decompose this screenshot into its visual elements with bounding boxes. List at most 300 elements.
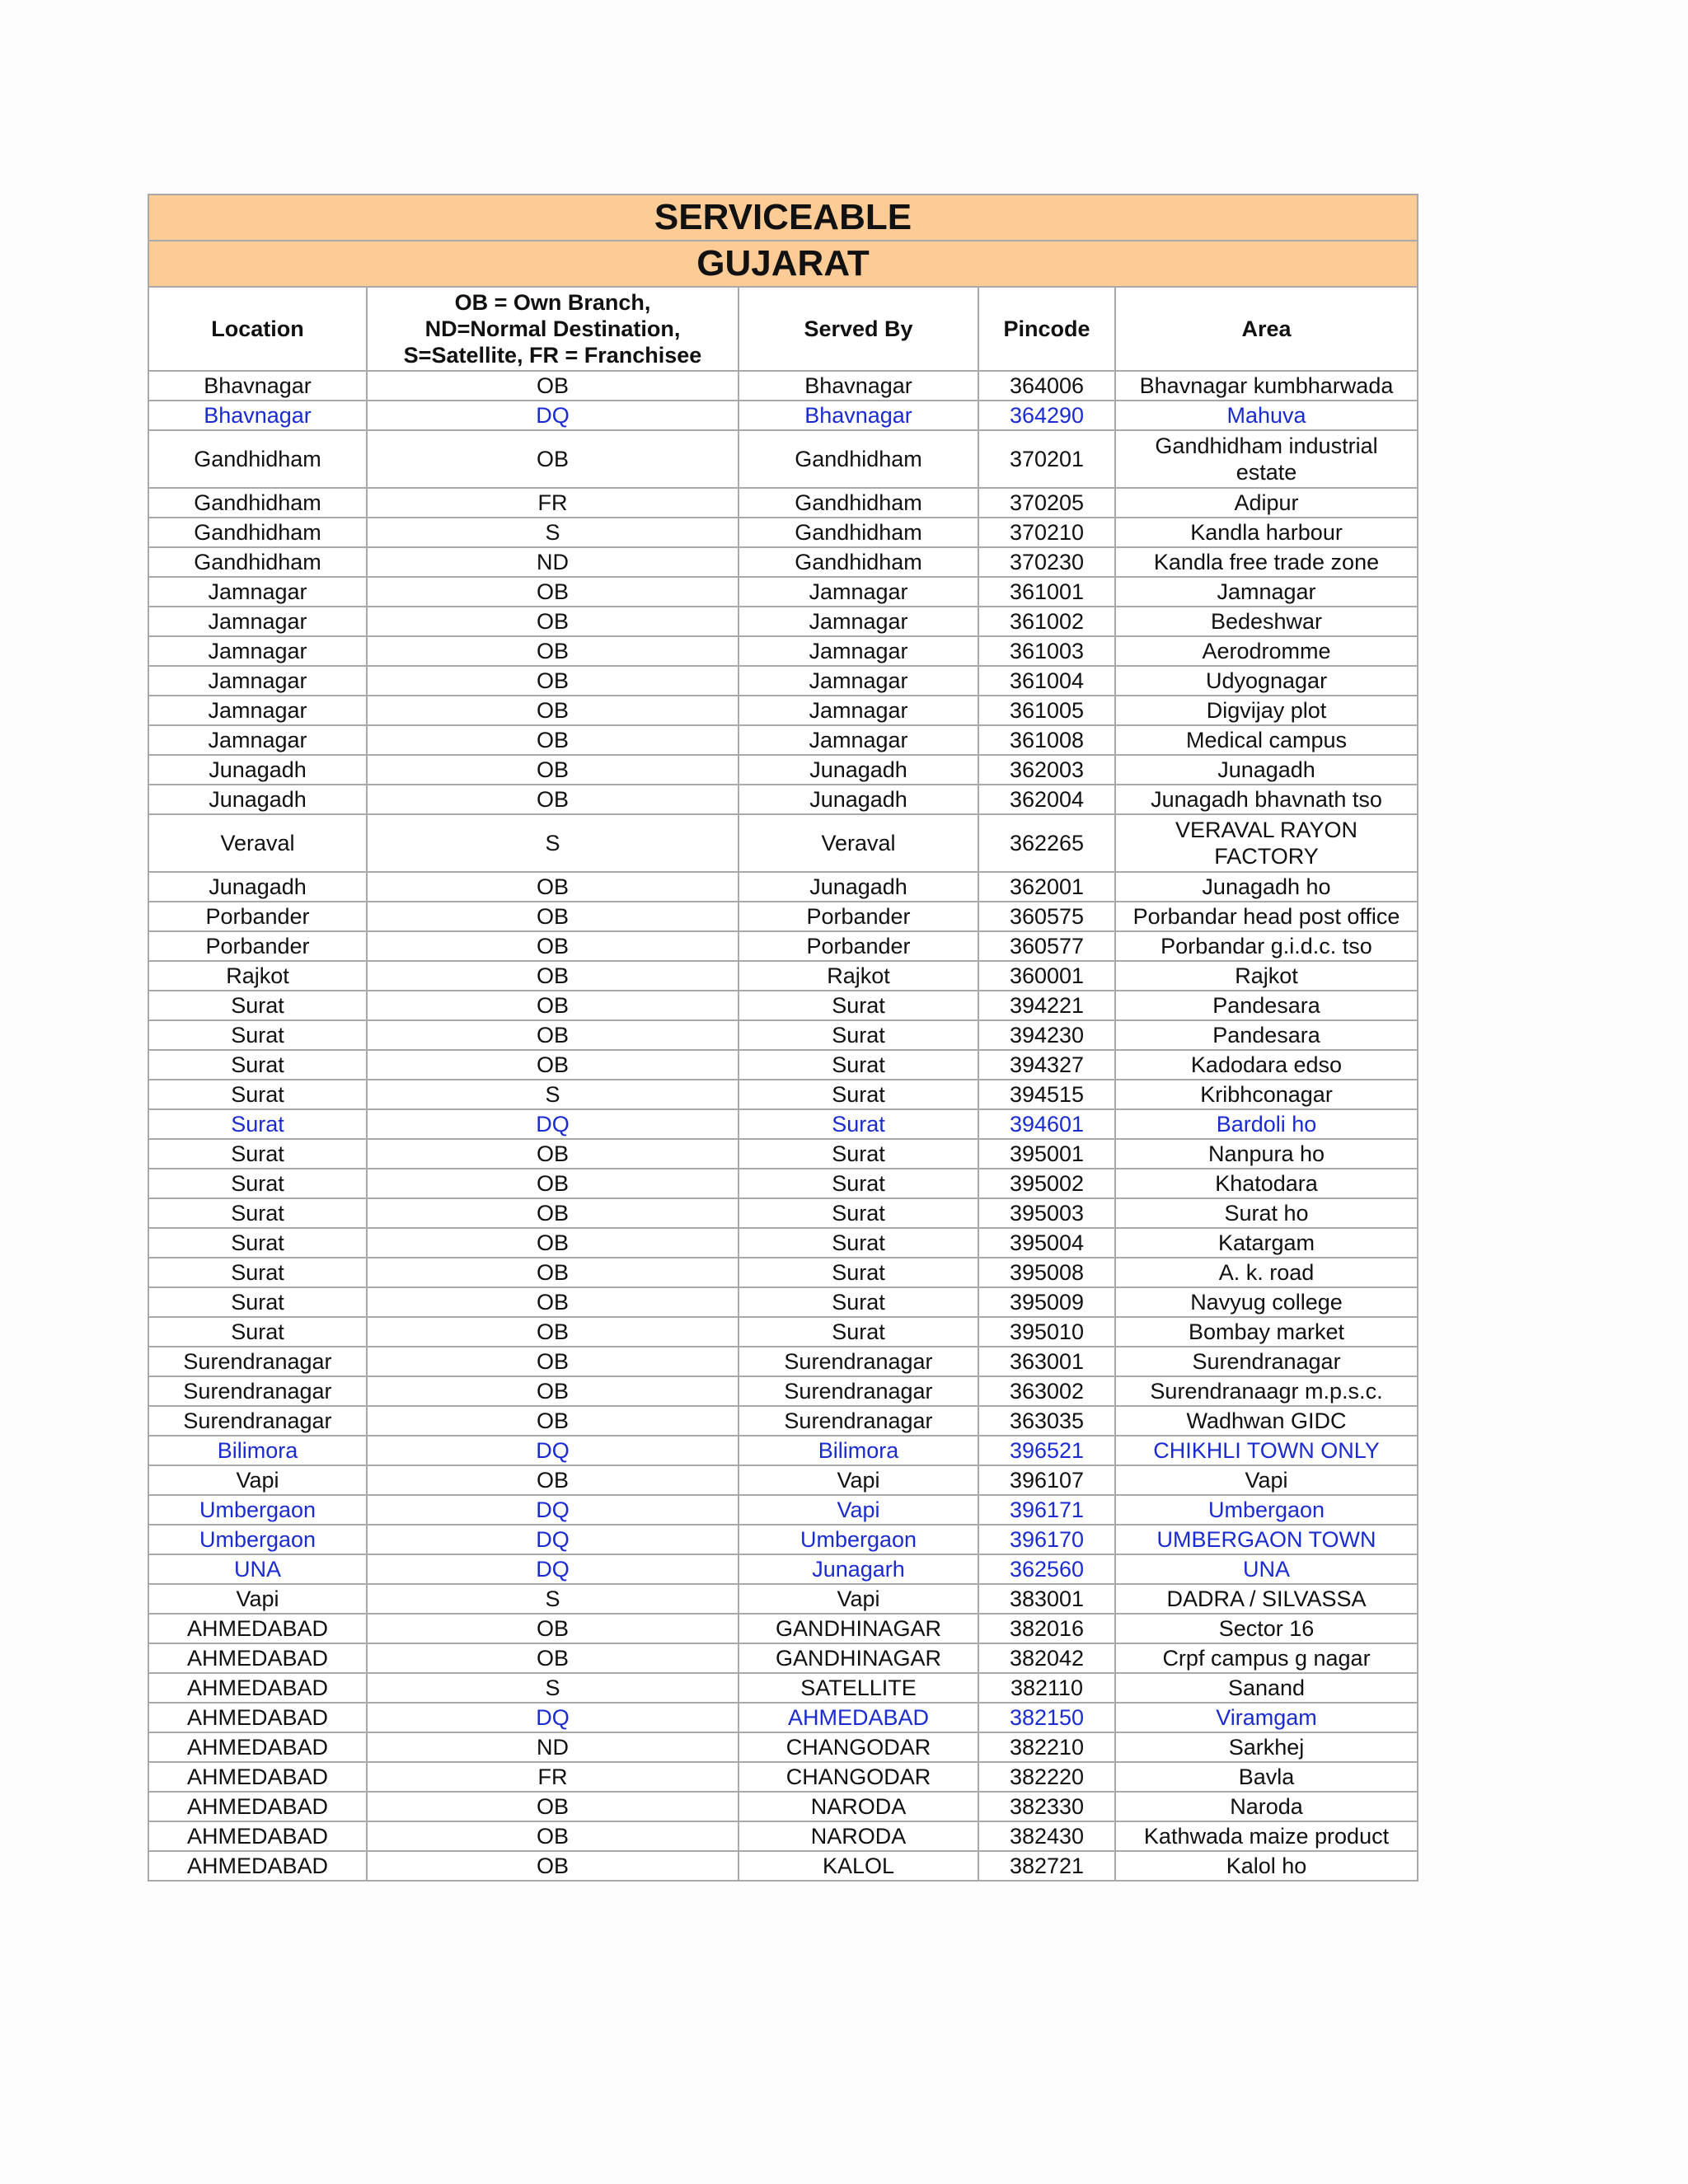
location-cell: AHMEDABAD [148,1762,367,1792]
location-cell: Surat [148,1109,367,1139]
pincode-cell: 396171 [978,1495,1115,1525]
location-cell: Jamnagar [148,607,367,636]
table-row [148,1495,1418,1525]
location-cell: AHMEDABAD [148,1703,367,1732]
area-cell: Pandesara [1115,1020,1418,1050]
table-row [148,1703,1418,1732]
table-row [148,725,1418,755]
type-cell: OB [367,371,738,401]
type-cell: OB [367,1792,738,1821]
type-cell: OB [367,696,738,725]
pincode-cell: 394601 [978,1109,1115,1139]
location-cell: Junagadh [148,785,367,814]
location-cell: AHMEDABAD [148,1792,367,1821]
location-cell: Surat [148,1050,367,1080]
table-row [148,488,1418,518]
area-cell: Surat ho [1115,1198,1418,1228]
table-row [148,785,1418,814]
area-cell: Kadodara edso [1115,1050,1418,1080]
location-cell: Umbergaon [148,1495,367,1525]
served-by-cell: GANDHINAGAR [738,1643,978,1673]
pincode-cell: 361004 [978,666,1115,696]
pincode-cell: 360577 [978,931,1115,961]
pincode-cell: 363001 [978,1347,1115,1376]
pincode-cell: 362003 [978,755,1115,785]
type-cell: S [367,814,738,872]
table-row [148,1020,1418,1050]
column-header-location: Location [148,287,367,371]
table-row [148,931,1418,961]
location-cell: Junagadh [148,755,367,785]
pincode-cell: 361003 [978,636,1115,666]
pincode-cell: 382210 [978,1732,1115,1762]
pincode-cell: 395001 [978,1139,1115,1169]
served-by-cell: Surat [738,1317,978,1347]
location-cell: Veraval [148,814,367,872]
table-row [148,1525,1418,1554]
pincode-cell: 361001 [978,577,1115,607]
area-cell: Vapi [1115,1465,1418,1495]
area-cell: Bombay market [1115,1317,1418,1347]
type-cell: OB [367,1050,738,1080]
served-by-cell: Surat [738,1228,978,1258]
location-cell: Gandhidham [148,547,367,577]
served-by-cell: AHMEDABAD [738,1703,978,1732]
table-body [148,371,1418,1881]
area-cell: Junagadh [1115,755,1418,785]
type-cell: OB [367,1821,738,1851]
pincode-cell: 395008 [978,1258,1115,1287]
pincode-cell: 382330 [978,1792,1115,1821]
type-cell: S [367,1584,738,1614]
pincode-cell: 383001 [978,1584,1115,1614]
area-cell: Umbergaon [1115,1495,1418,1525]
pincode-cell: 370205 [978,488,1115,518]
table-row [148,991,1418,1020]
column-header-pincode: Pincode [978,287,1115,371]
location-cell: Rajkot [148,961,367,991]
location-cell: Surat [148,1228,367,1258]
location-cell: Surat [148,1198,367,1228]
pincode-cell: 362004 [978,785,1115,814]
location-cell: Gandhidham [148,518,367,547]
area-cell: Pandesara [1115,991,1418,1020]
type-cell: DQ [367,1495,738,1525]
table-row [148,1732,1418,1762]
table-row [148,401,1418,430]
type-cell: OB [367,991,738,1020]
served-by-cell: Surat [738,1258,978,1287]
location-cell: Surat [148,1080,367,1109]
state-title: GUJARAT [148,241,1418,287]
location-cell: Surat [148,1169,367,1198]
area-cell: Kathwada maize product [1115,1821,1418,1851]
pincode-cell: 395003 [978,1198,1115,1228]
table-row [148,1406,1418,1436]
type-cell: FR [367,1762,738,1792]
pincode-cell: 382042 [978,1643,1115,1673]
area-cell: Naroda [1115,1792,1418,1821]
served-by-cell: Bhavnagar [738,371,978,401]
type-cell: OB [367,1614,738,1643]
location-cell: Bhavnagar [148,371,367,401]
area-cell: Gandhidham industrial estate [1115,430,1418,488]
type-cell: OB [367,1198,738,1228]
served-by-cell: Junagadh [738,785,978,814]
location-cell: AHMEDABAD [148,1614,367,1643]
served-by-cell: Surat [738,1080,978,1109]
location-cell: Umbergaon [148,1525,367,1554]
served-by-cell: NARODA [738,1792,978,1821]
pincode-cell: 395009 [978,1287,1115,1317]
served-by-cell: GANDHINAGAR [738,1614,978,1643]
type-cell: OB [367,1317,738,1347]
location-cell: Gandhidham [148,488,367,518]
location-cell: Bilimora [148,1436,367,1465]
pincode-cell: 362265 [978,814,1115,872]
type-cell: OB [367,1139,738,1169]
served-by-cell: CHANGODAR [738,1762,978,1792]
table-row [148,430,1418,488]
area-cell: Rajkot [1115,961,1418,991]
served-by-cell: Surendranagar [738,1406,978,1436]
type-cell: OB [367,577,738,607]
area-cell: Sanand [1115,1673,1418,1703]
subtitle-row [148,241,1418,287]
table-row [148,1821,1418,1851]
location-cell: Bhavnagar [148,401,367,430]
table-row [148,1228,1418,1258]
type-cell: DQ [367,1703,738,1732]
type-cell: OB [367,902,738,931]
area-cell: Porbandar g.i.d.c. tso [1115,931,1418,961]
type-cell: DQ [367,1525,738,1554]
type-cell: OB [367,1851,738,1881]
served-by-cell: Surendranagar [738,1376,978,1406]
pincode-cell: 395010 [978,1317,1115,1347]
location-cell: Vapi [148,1465,367,1495]
pincode-cell: 396170 [978,1525,1115,1554]
table-row [148,1080,1418,1109]
pincode-cell: 382016 [978,1614,1115,1643]
location-cell: Surat [148,1317,367,1347]
column-header-served-by: Served By [738,287,978,371]
table-row [148,1258,1418,1287]
area-cell: Junagadh bhavnath tso [1115,785,1418,814]
table-row [148,1287,1418,1317]
table-row [148,1792,1418,1821]
served-by-cell: CHANGODAR [738,1732,978,1762]
type-cell: ND [367,1732,738,1762]
served-by-cell: Vapi [738,1495,978,1525]
location-cell: AHMEDABAD [148,1673,367,1703]
served-by-cell: Umbergaon [738,1525,978,1554]
location-cell: Porbander [148,902,367,931]
served-by-cell: Veraval [738,814,978,872]
type-cell: OB [367,1406,738,1436]
location-cell: Junagadh [148,872,367,902]
area-cell: Digvijay plot [1115,696,1418,725]
area-cell: Katargam [1115,1228,1418,1258]
table-row [148,1673,1418,1703]
area-cell: Kandla harbour [1115,518,1418,547]
served-by-cell: Surendranagar [738,1347,978,1376]
type-legend-line-3: S=Satellite, FR = Franchisee [403,343,702,368]
pincode-cell: 395004 [978,1228,1115,1258]
table-row [148,1317,1418,1347]
table-row [148,547,1418,577]
served-by-cell: SATELLITE [738,1673,978,1703]
served-by-cell: Rajkot [738,961,978,991]
pincode-cell: 382721 [978,1851,1115,1881]
table-row [148,1584,1418,1614]
type-cell: OB [367,931,738,961]
served-by-cell: Bilimora [738,1436,978,1465]
pincode-cell: 364290 [978,401,1115,430]
title-row [148,194,1418,241]
table-row [148,1198,1418,1228]
served-by-cell: Jamnagar [738,636,978,666]
location-cell: Surat [148,991,367,1020]
pincode-cell: 370230 [978,547,1115,577]
served-by-cell: Porbander [738,902,978,931]
area-cell: Viramgam [1115,1703,1418,1732]
area-cell: Medical campus [1115,725,1418,755]
location-cell: AHMEDABAD [148,1851,367,1881]
type-cell: OB [367,872,738,902]
pincode-cell: 382430 [978,1821,1115,1851]
pincode-cell: 394221 [978,991,1115,1020]
area-cell: Kalol ho [1115,1851,1418,1881]
type-cell: OB [367,961,738,991]
type-cell: DQ [367,1109,738,1139]
table-row [148,1614,1418,1643]
location-cell: Surendranagar [148,1376,367,1406]
type-cell: OB [367,666,738,696]
area-cell: Jamnagar [1115,577,1418,607]
served-by-cell: Surat [738,1169,978,1198]
served-by-cell: Gandhidham [738,547,978,577]
area-cell: CHIKHLI TOWN ONLY [1115,1436,1418,1465]
table-row [148,1762,1418,1792]
column-header-type [367,287,738,371]
table-row [148,577,1418,607]
served-by-cell: Vapi [738,1465,978,1495]
pincode-cell: 363035 [978,1406,1115,1436]
pincode-cell: 395002 [978,1169,1115,1198]
area-cell: Wadhwan GIDC [1115,1406,1418,1436]
served-by-cell: Jamnagar [738,607,978,636]
pincode-cell: 363002 [978,1376,1115,1406]
area-cell: Surendranaagr m.p.s.c. [1115,1376,1418,1406]
type-cell: OB [367,755,738,785]
area-cell: VERAVAL RAYON FACTORY [1115,814,1418,872]
served-by-cell: Surat [738,1109,978,1139]
area-cell: Bardoli ho [1115,1109,1418,1139]
type-cell: OB [367,1258,738,1287]
location-cell: UNA [148,1554,367,1584]
pincode-cell: 370210 [978,518,1115,547]
area-cell: Bhavnagar kumbharwada [1115,371,1418,401]
serviceable-locations-table [148,194,1418,1882]
table-row [148,1643,1418,1673]
table-row [148,636,1418,666]
table-row [148,607,1418,636]
pincode-cell: 394230 [978,1020,1115,1050]
area-cell: Sector 16 [1115,1614,1418,1643]
area-cell: DADRA / SILVASSA [1115,1584,1418,1614]
pincode-cell: 361005 [978,696,1115,725]
type-legend-line-2: ND=Normal Destination, [424,316,681,341]
type-cell: FR [367,488,738,518]
area-cell: Nanpura ho [1115,1139,1418,1169]
area-cell: UMBERGAON TOWN [1115,1525,1418,1554]
type-legend-line-1: OB = Own Branch, [454,290,651,315]
table-row [148,371,1418,401]
column-header-area: Area [1115,287,1418,371]
area-cell: Bavla [1115,1762,1418,1792]
type-cell: OB [367,1643,738,1673]
table-row [148,1139,1418,1169]
type-cell: S [367,1673,738,1703]
served-by-cell: Surat [738,1020,978,1050]
location-cell: Surendranagar [148,1406,367,1436]
area-cell: Navyug college [1115,1287,1418,1317]
table-row [148,696,1418,725]
served-by-cell: Surat [738,1050,978,1080]
type-cell: S [367,518,738,547]
table-row [148,961,1418,991]
table-row [148,755,1418,785]
pincode-cell: 361002 [978,607,1115,636]
served-by-cell: Bhavnagar [738,401,978,430]
pincode-cell: 396107 [978,1465,1115,1495]
type-cell: OB [367,1228,738,1258]
table-row [148,902,1418,931]
pincode-cell: 364006 [978,371,1115,401]
served-by-cell: KALOL [738,1851,978,1881]
area-cell: Kandla free trade zone [1115,547,1418,577]
table-row [148,1851,1418,1881]
area-cell: Crpf campus g nagar [1115,1643,1418,1673]
location-cell: Gandhidham [148,430,367,488]
location-cell: Jamnagar [148,725,367,755]
location-cell: Jamnagar [148,696,367,725]
served-by-cell: Vapi [738,1584,978,1614]
area-cell: Udyognagar [1115,666,1418,696]
served-by-cell: Gandhidham [738,518,978,547]
table-row [148,1465,1418,1495]
served-by-cell: Porbander [738,931,978,961]
pincode-cell: 394327 [978,1050,1115,1080]
area-cell: Porbandar head post office [1115,902,1418,931]
location-cell: Porbander [148,931,367,961]
location-cell: Jamnagar [148,636,367,666]
type-cell: OB [367,636,738,666]
pincode-cell: 370201 [978,430,1115,488]
location-cell: Surat [148,1287,367,1317]
pincode-cell: 362001 [978,872,1115,902]
served-by-cell: Jamnagar [738,696,978,725]
pincode-cell: 362560 [978,1554,1115,1584]
area-cell: Bedeshwar [1115,607,1418,636]
location-cell: AHMEDABAD [148,1643,367,1673]
served-by-cell: Junagadh [738,872,978,902]
pincode-cell: 396521 [978,1436,1115,1465]
type-cell: OB [367,785,738,814]
location-cell: Surendranagar [148,1347,367,1376]
served-by-cell: NARODA [738,1821,978,1851]
type-cell: DQ [367,1554,738,1584]
served-by-cell: Surat [738,1198,978,1228]
served-by-cell: Jamnagar [738,577,978,607]
area-cell: Surendranagar [1115,1347,1418,1376]
type-cell: OB [367,1020,738,1050]
pincode-cell: 360001 [978,961,1115,991]
area-cell: Sarkhej [1115,1732,1418,1762]
table-row [148,1050,1418,1080]
location-cell: Surat [148,1258,367,1287]
pincode-cell: 360575 [978,902,1115,931]
served-by-cell: Gandhidham [738,430,978,488]
area-cell: A. k. road [1115,1258,1418,1287]
area-cell: Adipur [1115,488,1418,518]
area-cell: Aerodromme [1115,636,1418,666]
area-cell: Khatodara [1115,1169,1418,1198]
location-cell: Surat [148,1020,367,1050]
type-cell: OB [367,1347,738,1376]
area-cell: Junagadh ho [1115,872,1418,902]
pincode-cell: 394515 [978,1080,1115,1109]
column-header-row [148,287,1418,371]
location-cell: Jamnagar [148,666,367,696]
type-cell: ND [367,547,738,577]
type-cell: OB [367,430,738,488]
table-row [148,1169,1418,1198]
type-cell: OB [367,1376,738,1406]
table-row [148,1347,1418,1376]
type-cell: DQ [367,1436,738,1465]
type-cell: OB [367,607,738,636]
table-row [148,1376,1418,1406]
type-cell: OB [367,1169,738,1198]
served-by-cell: Gandhidham [738,488,978,518]
type-cell: DQ [367,401,738,430]
pincode-cell: 382150 [978,1703,1115,1732]
location-cell: AHMEDABAD [148,1821,367,1851]
served-by-cell: Jamnagar [738,666,978,696]
served-by-cell: Surat [738,1287,978,1317]
location-cell: Surat [148,1139,367,1169]
location-cell: AHMEDABAD [148,1732,367,1762]
type-cell: OB [367,1287,738,1317]
type-cell: OB [367,725,738,755]
table-row [148,1109,1418,1139]
pincode-cell: 361008 [978,725,1115,755]
table-row [148,872,1418,902]
served-by-cell: Junagadh [738,755,978,785]
area-cell: Mahuva [1115,401,1418,430]
type-cell: OB [367,1465,738,1495]
table-row [148,518,1418,547]
sheet-title: SERVICEABLE [148,194,1418,241]
table-row [148,1436,1418,1465]
served-by-cell: Jamnagar [738,725,978,755]
table-row [148,666,1418,696]
served-by-cell: Surat [738,991,978,1020]
area-cell: UNA [1115,1554,1418,1584]
area-cell: Kribhconagar [1115,1080,1418,1109]
